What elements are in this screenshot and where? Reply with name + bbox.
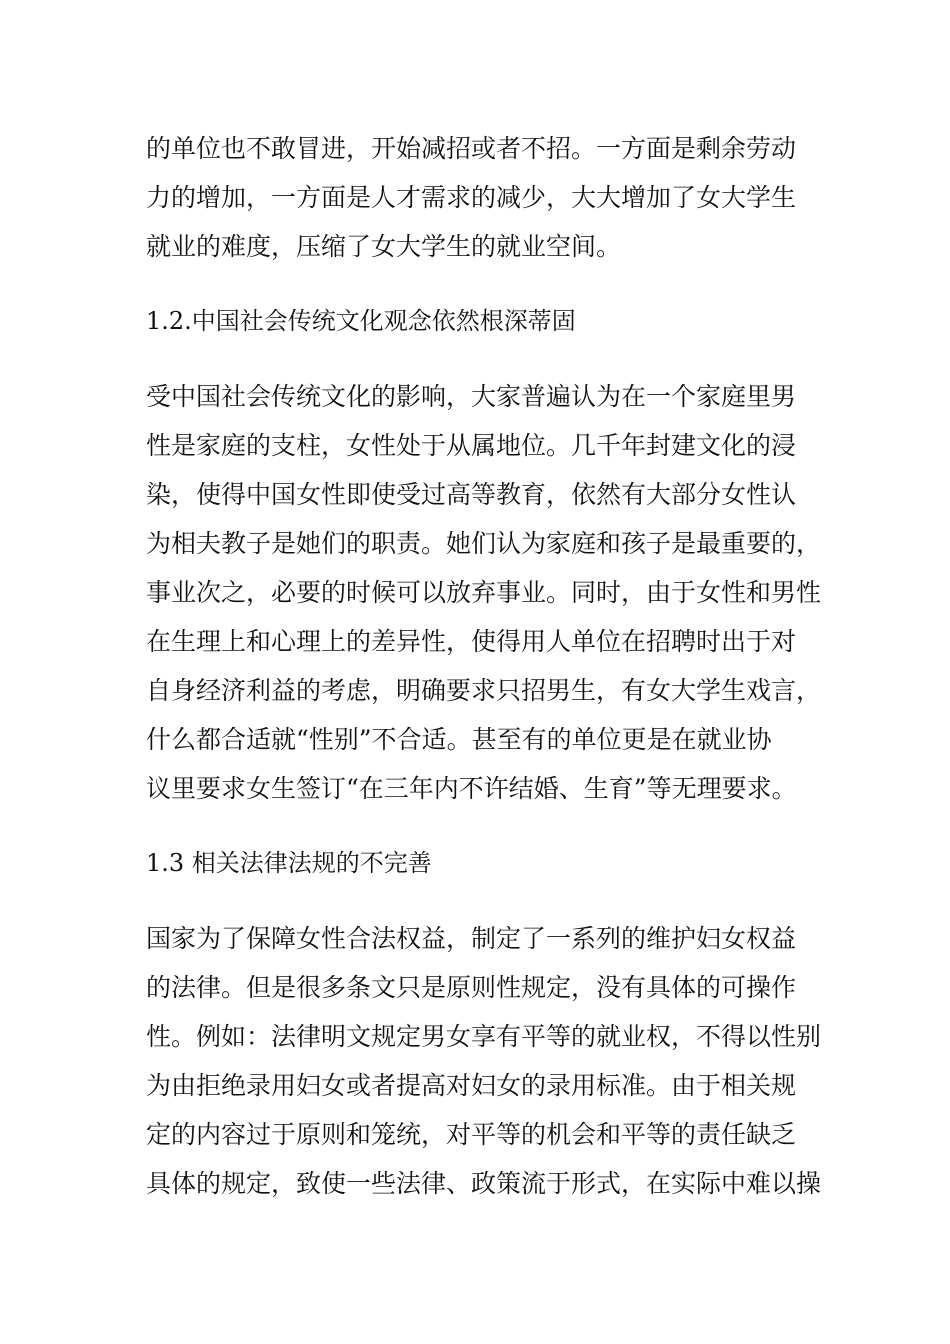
paragraph-traditional-culture bbox=[146, 372, 826, 813]
paragraph-gap bbox=[146, 888, 826, 914]
text-line: 事业次之，必要的时候可以放弃事业。同时，由于女性和男性 bbox=[146, 578, 822, 607]
text-line: 在生理上和心理上的差异性，使得用人单位在招聘时出于对 bbox=[146, 627, 797, 656]
paragraph-legal-framework bbox=[146, 914, 826, 1208]
text-line: 的法律。但是很多条文只是原则性规定，没有具体的可操作 bbox=[146, 973, 797, 1002]
paragraph-gap bbox=[146, 346, 826, 372]
text-line: 的单位也不敢冒进，开始减招或者不招。一方面是剩余劳动 bbox=[146, 134, 797, 163]
text-line: 受中国社会传统文化的影响，大家普遍认为在一个家庭里男 bbox=[146, 382, 797, 411]
text-line: 为相夫教子是她们的职责。她们认为家庭和孩子是最重要的， bbox=[146, 529, 822, 558]
text-line: 染，使得中国女性即使受过高等教育，依然有大部分女性认 bbox=[146, 480, 797, 509]
section-heading-1-3: 1.3 相关法律法规的不完善 bbox=[146, 849, 432, 877]
document-body bbox=[146, 124, 826, 1208]
paragraph-gap bbox=[146, 271, 826, 297]
text-line: 具体的规定，致使一些法律、政策流于形式，在实际中难以操 bbox=[146, 1169, 822, 1198]
text-line: 性是家庭的支柱，女性处于从属地位。几千年封建文化的浸 bbox=[146, 431, 797, 460]
section-heading-1-2: 1.2.中国社会传统文化观念依然根深蒂固 bbox=[146, 307, 576, 335]
text-line: 就业的难度，压缩了女大学生的就业空间。 bbox=[146, 232, 622, 261]
paragraph-employment-space bbox=[146, 124, 826, 271]
text-line: 性。例如：法律明文规定男女享有平等的就业权，不得以性别 bbox=[146, 1022, 822, 1051]
text-line: 什么都合适就“性别”不合适。甚至有的单位更是在就业协 bbox=[146, 725, 772, 754]
text-line: 为由拒绝录用妇女或者提高对妇女的录用标准。由于相关规 bbox=[146, 1071, 797, 1100]
text-line: 自身经济利益的考虑，明确要求只招男生，有女大学生戏言， bbox=[146, 676, 822, 705]
text-line: 力的增加，一方面是人才需求的减少，大大增加了女大学生 bbox=[146, 183, 797, 212]
text-line: 议里要求女生签订“在三年内不许结婚、生育”等无理要求。 bbox=[146, 774, 797, 803]
text-line: 定的内容过于原则和笼统，对平等的机会和平等的责任缺乏 bbox=[146, 1120, 797, 1149]
paragraph-gap bbox=[146, 813, 826, 839]
text-line: 国家为了保障女性合法权益，制定了一系列的维护妇女权益 bbox=[146, 924, 797, 953]
